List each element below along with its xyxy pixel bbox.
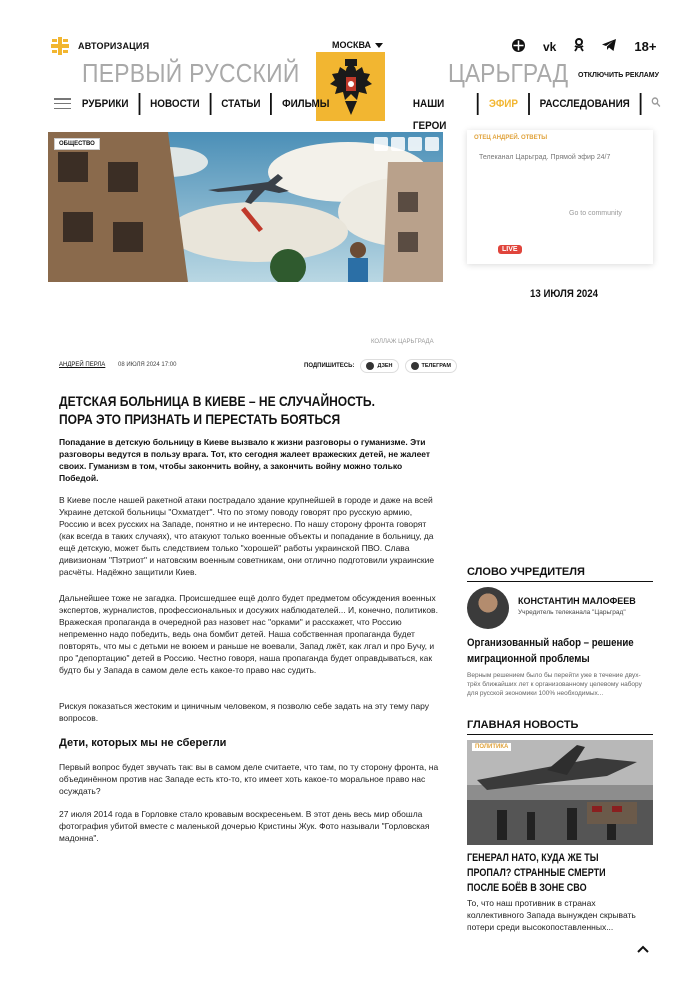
- city-label: МОСКВА: [332, 40, 372, 50]
- founder-section-title: [467, 566, 653, 582]
- article-paragraph: Первый вопрос будет звучать так: вы в самом деле считаете, что там, по ту сторону фронта, на объединённом против нас Западе есть кто-то, кто имеет хоть какое-то моральное право нас осуждать?: [59, 762, 439, 796]
- article-paragraph: Дальнейшее тоже не загадка. Происшедшее ещё долго будет предметом обсуждения военных экспертов, журналистов, профессиональных и досужих наблюдателей... И, конечно, политиков. Вражеская пропаганда в очередной раз назовет нас "орками" и расскажет, что Россию непременно надо победить, ведь она бомбит детей. Наша собственная пропаганда будет повторять, что мы с детьми не воюем и раньше не воевали, Запад лжёт, как лгал и про Бучу, и про "депортацию" детей в Россию. Честно говоря, наша пропаганда будет оправдываться, как будто бы у Запада в самом деле есть какое-то право нас судить.: [59, 593, 438, 675]
- article-paragraph: Рискуя показаться жестоким и циничным человеком, я позволю себе задать на эту тему пару вопросов.: [59, 701, 429, 723]
- nav-item-live[interactable]: ЭФИР: [477, 93, 528, 115]
- live-badge: LIVE: [498, 245, 522, 254]
- chevron-up-icon: [636, 942, 650, 956]
- article-category-tag[interactable]: ОБЩЕСТВО: [54, 138, 100, 150]
- stream-subtitle: Телеканал Царьград. Прямой эфир 24/7: [479, 154, 611, 161]
- author-link[interactable]: АНДРЕЙ ПЕРЛА: [59, 362, 106, 368]
- subscribe-bar: [304, 359, 457, 373]
- age-rating: 18+: [634, 38, 657, 54]
- share-button[interactable]: [408, 137, 422, 151]
- live-stream-card[interactable]: [467, 130, 653, 264]
- city-selector[interactable]: [332, 40, 383, 50]
- article-hero-image: [48, 132, 443, 282]
- share-button[interactable]: [425, 137, 439, 151]
- subscribe-label: ПОДПИШИТЕСЬ:: [304, 363, 355, 369]
- social-links: [512, 38, 656, 55]
- auth-label: АВТОРИЗАЦИЯ: [78, 41, 150, 51]
- dzen-label: ДЗЕН: [377, 363, 393, 369]
- stream-title[interactable]: ОТЕЦ АНДРЕЙ. ОТВЕТЫ: [474, 135, 548, 141]
- chevron-down-icon: [375, 40, 383, 50]
- scroll-up-button[interactable]: [636, 942, 650, 956]
- article-lead: Попадание в детскую больницу в Киеве вызвало к жизни разговоры о гуманизме. Эти разговоры ведутся в пользу врага. Тот, кто сегодня жалеет вражеских детей, не жалеет своих. Гуманизм в том, чтобы закончить войну, а закончить войну можно только Победой.: [59, 437, 431, 483]
- founder-article-excerpt: Верным решением было бы перейти уже в течение двух-трёх ближайших лет к организованному целевому набору для русской экономики 100% необходимых...: [467, 672, 642, 697]
- main-news-title[interactable]: ГЕНЕРАЛ НАТО, КУДА ЖЕ ТЫ ПРОПАЛ? СТРАННЫЕ СМЕРТИ ПОСЛЕ БОЁВ В ЗОНЕ СВО: [467, 852, 606, 894]
- nav-right: [403, 92, 670, 132]
- subscribe-dzen-button[interactable]: [360, 359, 398, 373]
- zen-icon[interactable]: [512, 39, 525, 55]
- ok-icon[interactable]: [574, 38, 584, 55]
- nav-item-rubrics[interactable]: РУБРИКИ: [81, 98, 129, 110]
- nav-item-investigations[interactable]: РАССЛЕДОВАНИЯ: [528, 93, 640, 115]
- telegram-icon[interactable]: [602, 39, 616, 54]
- main-news-excerpt: То, что наш противник в странах коллективного Запада вынужден скрывать потери среди высокопоставленных...: [467, 898, 636, 932]
- go-to-community-link[interactable]: Go to community: [569, 210, 622, 217]
- avatar[interactable]: [467, 587, 509, 629]
- share-button[interactable]: [374, 137, 388, 151]
- article-paragraph: 27 июля 2014 года в Горловке стало кровавым воскресеньем. В этот день весь мир обошла фотография убитой вместе с маленькой дочерью Кристины Жук. Фото называли "Горловская мадонна".: [59, 809, 430, 843]
- menu-icon[interactable]: [54, 98, 71, 109]
- nav-left: [72, 92, 339, 116]
- main-news-label: ГЛАВНАЯ НОВОСТЬ: [467, 719, 584, 731]
- nav-item-films[interactable]: ФИЛЬМЫ: [270, 93, 339, 115]
- zen-icon: [366, 362, 374, 370]
- founder-name[interactable]: КОНСТАНТИН МАЛОФЕЕВ: [518, 596, 636, 606]
- main-news-image[interactable]: [467, 740, 653, 845]
- sidebar-date: 13 ИЮЛЯ 2024: [530, 288, 599, 300]
- image-share-buttons: [374, 137, 439, 151]
- auth-link[interactable]: [50, 36, 149, 56]
- telegram-icon: [411, 362, 419, 370]
- subscribe-telegram-button[interactable]: [405, 359, 457, 373]
- main-news-section-title: [467, 719, 653, 735]
- nav-item-heroes[interactable]: НАШИ ГЕРОИ: [412, 98, 447, 132]
- photo-credit: КОЛЛАЖ ЦАРЬГРАДА: [371, 339, 434, 345]
- site-logo-icon: [50, 36, 70, 56]
- brand-left[interactable]: ПЕРВЫЙ РУССКИЙ: [82, 58, 300, 88]
- founder-article-title[interactable]: Организованный набор – решение миграционной проблемы: [467, 637, 634, 665]
- nav-item-news[interactable]: НОВОСТИ: [138, 93, 209, 115]
- article-paragraph: В Киеве после нашей ракетной атаки пострадало здание крупнейшей в городе и даже на всей Украине детской больницы "Охматдет". Что по этому поводу говорят про русскую армию, Россию и всех русских на Западе, понятно и не интересно. По нашу сторону фронта говорят (как всегда в таких случаях), что атакуют только военные объекты и попадание в больницу, да ещё детскую, может быть следствием только "хорошей" работы украинской ПВО. Слава дивизионам "Пэтриот" и натовским военным советникам, они отлично подготовили украинские расчёты. Надёжно защитили Киев.: [59, 495, 435, 577]
- news-category-tag[interactable]: ПОЛИТИКА: [472, 743, 511, 751]
- publish-date: 08 ИЮЛЯ 2024 17:00: [118, 362, 177, 368]
- share-button[interactable]: [391, 137, 405, 151]
- founder-section-label: СЛОВО УЧРЕДИТЕЛЯ: [467, 566, 591, 578]
- disable-ads-link[interactable]: ОТКЛЮЧИТЬ РЕКЛАМУ: [578, 72, 659, 79]
- brand-right[interactable]: ЦАРЬГРАД: [448, 58, 569, 88]
- nav-item-articles[interactable]: СТАТЬИ: [210, 93, 271, 115]
- article-subheading: Дети, которых мы не сберегли: [59, 737, 227, 749]
- vk-icon[interactable]: vk: [543, 39, 557, 54]
- article-title: ДЕТСКАЯ БОЛЬНИЦА В КИЕВЕ – НЕ СЛУЧАЙНОСТЬ. ПОРА ЭТО ПРИЗНАТЬ И ПЕРЕСТАТЬ БОЯТЬСЯ: [59, 393, 375, 427]
- telegram-label: ТЕЛЕГРАМ: [421, 363, 451, 369]
- search-icon[interactable]: [640, 93, 671, 115]
- founder-role: Учредитель телеканала "Царьград": [518, 609, 626, 616]
